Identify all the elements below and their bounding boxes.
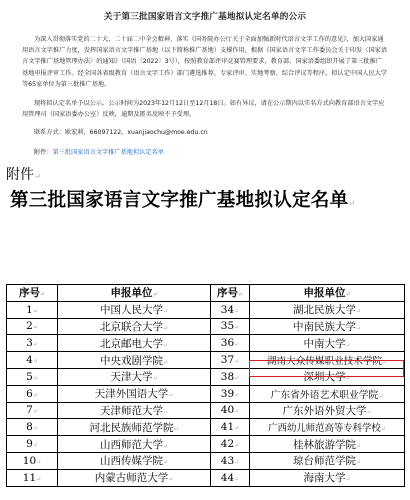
row-unit: 山西师范大学↵ — [58, 436, 211, 453]
row-index: 37↵ — [211, 352, 250, 369]
header-index: 序号↵ — [211, 285, 250, 302]
row-unit: 深圳大学↵ — [250, 368, 405, 385]
row-index: 5↵ — [7, 368, 58, 385]
row-index: 34↵ — [211, 301, 250, 318]
highlight-box — [249, 360, 404, 377]
row-index: 40↵ — [211, 402, 250, 419]
return-mark-icon: ↵ — [152, 291, 158, 299]
row-unit: 北京邮电大学↵ — [58, 335, 211, 352]
row-unit: 天津外国语大学↵ — [58, 385, 211, 402]
table-row — [7, 301, 405, 318]
row-index: 8↵ — [7, 419, 58, 436]
row-index: 43↵ — [211, 452, 250, 469]
table-row — [7, 469, 405, 486]
row-unit: 广西幼儿师范高等专科学校↵ — [250, 419, 405, 436]
row-unit: 琼台师范学院↵ — [250, 452, 405, 469]
return-mark-icon: ↵ — [237, 291, 244, 299]
contact-info: 联系方式：耿宏莉，66097122，xuanjiaochu@moe.edu.cn — [34, 129, 208, 137]
attachment-label: 附件： — [34, 149, 53, 157]
highlighted-unit: 湖南大众传媒职业技术学院↵ — [250, 352, 405, 369]
candidate-table — [6, 284, 405, 487]
row-unit: 广东外语外贸大学↵ — [250, 402, 405, 419]
row-index: 11↵ — [7, 469, 58, 486]
row-unit: 广东省外语艺术职业学院↵ — [250, 385, 405, 402]
attachment-document — [0, 164, 410, 212]
row-unit: 内蒙古师范大学↵ — [58, 469, 211, 486]
row-index: 35↵ — [211, 318, 250, 335]
return-mark-icon: ↵ — [39, 291, 46, 299]
row-unit: 天津大学↵ — [58, 368, 211, 385]
attachment-link[interactable]: 第三批国家语言文字推广基地拟认定名单 — [52, 149, 164, 157]
table-row — [7, 318, 405, 335]
row-index: 10↵ — [7, 452, 58, 469]
table-row — [7, 402, 405, 419]
notice-title: 关于第三批国家语言文字推广基地拟认定名单的公示 — [103, 12, 307, 22]
attachment-heading — [6, 164, 410, 184]
row-unit: 中南民族大学↵ — [250, 318, 405, 335]
row-unit: 天津师范大学↵ — [58, 402, 211, 419]
table-row — [7, 419, 405, 436]
table-row — [7, 385, 405, 402]
header-index: 序号↵ — [7, 285, 58, 302]
header-unit: 申报单位↵ — [58, 285, 211, 302]
return-mark-icon: ↵ — [345, 291, 351, 299]
row-index: 9↵ — [7, 436, 58, 453]
row-unit: 海南大学↵ — [250, 469, 405, 486]
row-index: 4↵ — [7, 352, 58, 369]
table-header-row — [7, 285, 405, 302]
list-title-text: 第三批国家语言文字推广基地拟认定名单 — [10, 190, 349, 212]
row-index: 36↵ — [211, 335, 250, 352]
row-unit: 中国人民大学↵ — [58, 301, 211, 318]
table-row — [7, 436, 405, 453]
row-unit: 中南大学↵ — [250, 335, 405, 352]
row-index: 2↵ — [7, 318, 58, 335]
row-unit: 湖北民族大学↵ — [250, 301, 405, 318]
row-unit: 中央戏剧学院↵ — [58, 352, 211, 369]
notice-paragraph-1: 为深入贯彻落实党的二十大、二十届二中全会精神，落实《国务院办公厅关于全面加强新时代语言文字工作的意见》，加大国家通用语言文字推广力度，发挥国家语言文字推广基地（以下简称推广基地）支撑作用，根据《国家语言文字工作委员会关于印发〈国家语言文字推广基地管理办法〉的通知》（国语〔2022〕3号），按照教育部评审竞赛管理要求，教育部、国家语委组织开展了第三批推广基地申报评审工作。经全国各省级教育（语言文字工作）部门遴选推荐、专家评审、实地考察、综合评议等程序，拟认定中国人民大学等65家单位为第三批推广基地。 — [22, 36, 388, 88]
table-row — [7, 335, 405, 352]
row-unit: 桂林旅游学院↵ — [250, 436, 405, 453]
row-index: 7↵ — [7, 402, 58, 419]
attachment-line — [22, 148, 388, 158]
table-row — [7, 452, 405, 469]
list-title — [10, 186, 410, 212]
return-mark-icon: ↵ — [34, 172, 41, 182]
attachment-heading-text: 附件 — [6, 167, 34, 184]
header-unit: 申报单位↵ — [250, 285, 405, 302]
notice-paragraph-2: 现将拟认定名单予以公示。公示时间为2023年12月12日至12月18日。如有异议，请在公示期内以实名方式向教育部语言文字应用管理司（国家语委办公室）反映，逾期及匿名反映不予受理。 — [22, 100, 385, 119]
row-index: 3↵ — [7, 335, 58, 352]
row-unit: 河北民族师范学院↵ — [58, 419, 211, 436]
row-unit: 山西传媒学院↵ — [58, 452, 211, 469]
notice-page — [0, 0, 410, 158]
row-index: 1↵ — [7, 301, 58, 318]
row-unit: 北京联合大学↵ — [58, 318, 211, 335]
return-mark-icon: ↵ — [348, 199, 356, 209]
row-index: 41↵ — [211, 419, 250, 436]
row-index: 6↵ — [7, 385, 58, 402]
row-index: 44↵ — [211, 469, 250, 486]
row-index: 38↵ — [211, 368, 250, 385]
row-index: 39↵ — [211, 385, 250, 402]
row-index: 42↵ — [211, 436, 250, 453]
